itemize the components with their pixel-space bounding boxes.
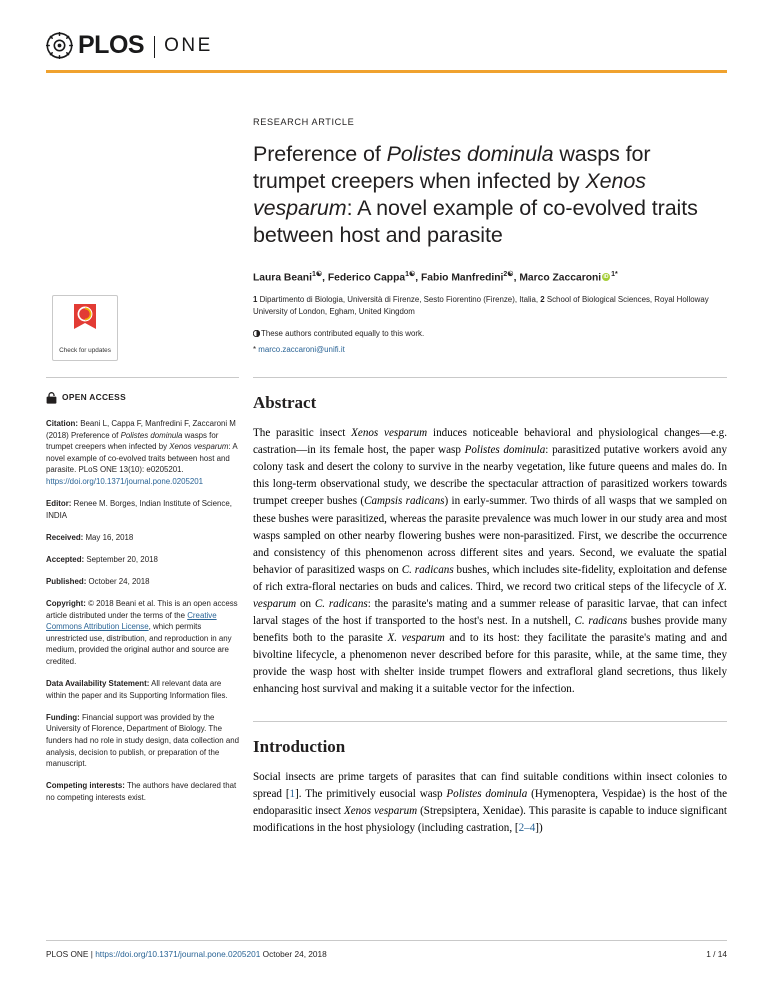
author-list: Laura Beani$^{1☯}$, Federico Cappa$^{1☯}$, Fabio Manfredini$^{2☯}$, Marco Zaccaroni iD $^{1*}$ <box>253 267 727 285</box>
author-name-1[interactable]: Laura Beani <box>253 272 312 284</box>
footer-page-number: 1 / 14 <box>706 949 727 959</box>
open-access-label: OPEN ACCESS <box>62 391 126 402</box>
funding-block <box>46 712 239 770</box>
affiliations <box>253 294 727 317</box>
data-availability-block <box>46 678 239 701</box>
editor-text: Renee M. Borges, Indian Institute of Science, INDIA <box>46 499 232 520</box>
logo-divider <box>154 36 155 58</box>
copyright-label: Copyright: <box>46 599 86 609</box>
article-metadata-sidebar <box>46 295 239 814</box>
footer-doi-link[interactable]: https://doi.org/10.1371/journal.pone.0205201 <box>95 949 261 959</box>
accepted-label: Accepted: <box>46 554 85 564</box>
check-for-updates-label: Check for updates <box>59 347 111 355</box>
affiliation-text-2: School of Biological Sciences, Royal Holloway University of London, Egham, United Kingdom <box>253 295 709 316</box>
equal-contribution-icon <box>253 329 260 336</box>
author-sup-1: 1☯ <box>311 271 323 278</box>
copyright-text-1: © 2018 Beani et al. This is an open access article distributed under the terms of the <box>46 599 238 620</box>
logo-wordmark: PLOS <box>78 30 145 59</box>
citation-italic-2: Xenos vesparum <box>169 442 229 452</box>
abstract-heading: Abstract <box>253 393 317 413</box>
lock-icon <box>46 391 57 404</box>
author-name-3[interactable]: Fabio Manfredini <box>421 272 504 284</box>
license-link[interactable]: Creative Commons Attribution License <box>46 610 217 632</box>
citation-text-3: : A novel example of co-evolved traits between host and parasite. PLoS ONE 13(10): e0205201. <box>46 442 238 475</box>
published-block <box>46 576 239 588</box>
page-title <box>253 141 727 249</box>
data-availability-text: All relevant data are within the paper and its Supporting Information files. <box>46 679 228 700</box>
corresponding-prefix: * <box>253 344 259 354</box>
citation-label: Citation: <box>46 419 78 428</box>
check-for-updates-badge[interactable] <box>52 295 118 361</box>
open-access-badge <box>46 391 239 404</box>
accepted-date: September 20, 2018 <box>84 554 158 564</box>
page-header <box>0 0 773 76</box>
title-part-3: wasps for trumpet creepers when infected by <box>253 142 651 193</box>
copyright-block <box>46 598 239 668</box>
equal-contribution-note <box>253 328 727 339</box>
accepted-block <box>46 554 239 566</box>
citation-italic-1: Polistes dominula <box>120 430 183 440</box>
introduction-text: Social insects are prime targets of parasites that can find suitable conditions within insect colonies to spread [1]. The primitively eusocial wasp Polistes dominula (Hymenoptera, Vespidae) is the host of the endoparasitic insect Xenos vesparum (Strepsiptera, Xenidae). This parasite is capable to induce significant modifications in the host physiology (including castration, [2–4]) <box>253 770 728 834</box>
data-availability-label: Data Availability Statement: <box>46 679 150 689</box>
funding-label: Funding: <box>46 712 80 722</box>
competing-interests-label: Competing interests: <box>46 781 125 791</box>
introduction-heading: Introduction <box>253 736 346 756</box>
affiliation-num-1: 1 <box>253 295 258 305</box>
footer-citation <box>46 949 327 959</box>
affiliation-text-1: Dipartimento di Biologia, Università di Firenze, Sesto Fiorentino (Firenze), Italia, <box>257 295 541 305</box>
citation-text-1: Beani L, Cappa F, Manfredini F, Zaccaroni M (2018) Preference of <box>46 419 236 440</box>
footer-divider <box>46 940 727 941</box>
header-accent-rule <box>46 70 727 73</box>
title-part-1: Preference of <box>253 142 387 166</box>
plos-logo-icon <box>46 32 73 59</box>
page-footer <box>46 940 727 959</box>
affiliation-num-2: 2 <box>540 295 545 305</box>
crossmark-badge-icon <box>72 303 98 333</box>
article-type-label: RESEARCH ARTICLE <box>253 117 355 127</box>
author-name-4[interactable]: Marco Zaccaroni <box>519 272 602 284</box>
published-date: October 24, 2018 <box>86 576 150 586</box>
corresponding-author-note <box>253 344 727 355</box>
editor-label: Editor: <box>46 499 72 509</box>
title-part-2: Polistes dominula <box>386 142 554 166</box>
competing-interests-text: The authors have declared that no competing interests exist. <box>46 781 237 802</box>
editor-block <box>46 498 239 521</box>
logo-journal-name: ONE <box>164 34 213 56</box>
title-part-4: Xenos vesparum <box>253 169 646 220</box>
article-main-column <box>253 117 727 847</box>
footer-date: October 24, 2018 <box>260 949 327 959</box>
orcid-icon[interactable] <box>602 273 610 281</box>
author-sup-2: 1☯ <box>405 271 416 278</box>
abstract-text: The parasitic insect Xenos vesparum induces noticeable behavioral and physiological changes—e.g. castration—in its female host, the paper wasp Polistes dominula: parasitized putative workers avoid any colony task and desert the colony to survive in the nearby vegetation, like future queens and males do. In this long-term observational study, we describe the spectacular attraction of parasitized workers towards trumpet creeper bushes (Campsis radicans) in early-summer. Two thirds of all wasps that we sampled on these bushes were parasitized, whereas the parasite prevalence was much lower in our study area and most wasps sampled on other nearby flowering bushes were non-parasitized. First, we describe the occurrence and consistency of this phenomenon across different sites and years. Second, we evaluate the spatial behavior of parasitized wasps on C. radicans bushes, which includes site-fidelity, exploitation and defense of rich extra-floral nectaries on buds and calices. Third, we record two critical steps of the lifecycle of X. vesparum on C. radicans: the parasite's mating and a summer release of parasitic larvae, that can infect larval stages of the host if transported to the host's nest. In a nutshell, C. radicans bushes provide many benefits both to the parasite X. vesparum and to its host: they facilitate the parasite's mating and and bivoltine lifecycle, a phenomenon never described before for this parasite, while, at the same time, they provide the wasp host with shelter inside trumpet flowers and extrafloral gland secretions, thus likely enhancing host survival and making it a suitable vector for the infection. <box>253 427 728 696</box>
received-block <box>46 532 239 544</box>
equal-contribution-text: These authors contributed equally to this work. <box>261 329 425 339</box>
plos-one-logo[interactable] <box>46 30 213 60</box>
funding-text: Financial support was provided by the University of Florence, Department of Biology. The funders had no role in study design, data collection and analysis, decision to publish, or preparation of the manuscript. <box>46 712 240 769</box>
received-date: May 16, 2018 <box>83 532 134 542</box>
introduction-divider <box>253 721 727 722</box>
author-sup-3: 2☯ <box>503 271 514 278</box>
citation-doi-link[interactable]: https://doi.org/10.1371/journal.pone.0205201 <box>46 476 204 486</box>
sidebar-divider <box>46 377 239 378</box>
copyright-text-2: , which permits unrestricted use, distribution, and reproduction in any medium, provided the original author and source are credited. <box>46 622 232 666</box>
competing-interests-block <box>46 780 239 803</box>
published-label: Published: <box>46 576 87 586</box>
title-part-5: : A novel example of co-evolved traits between host and parasite <box>253 196 698 247</box>
received-label: Received: <box>46 532 84 542</box>
citation-block <box>46 418 239 488</box>
author-name-2[interactable]: Federico Cappa <box>327 272 406 284</box>
corresponding-email-link[interactable]: marco.zaccaroni@unifi.it <box>258 344 345 354</box>
citation-text-2: wasps for trumpet creepers when infected by <box>46 430 219 452</box>
footer-journal: PLOS ONE | <box>46 949 96 959</box>
abstract-divider <box>253 377 727 378</box>
author-sup-4: 1* <box>611 271 618 278</box>
